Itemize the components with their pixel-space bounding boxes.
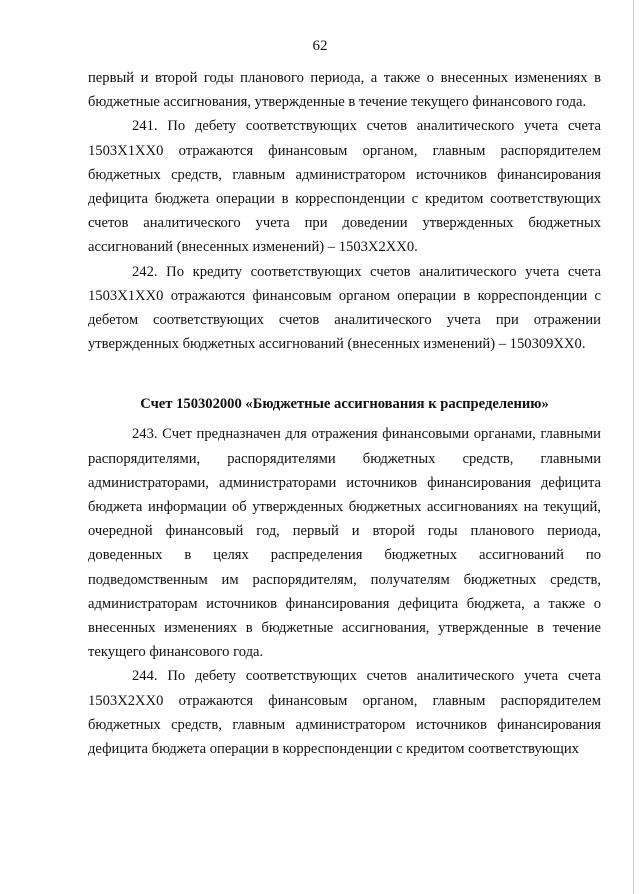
paragraph-243: 243. Счет предназначен для отражения финансовыми органами, главными распорядителями, распорядителями бюджетных средств, главными администраторами, администраторами источников финансирования дефицита бюджета информации об утвержденных бюджетных ассигнованиях на текущий, очередной финансовый год, первый и второй годы планового периода, доведенных в целях распределения бюджетных ассигнований по подведомственным им распорядителям, получателям бюджетных средств, администраторам источников финансирования дефицита бюджета, а также о внесенных изменениях в бюджетные ассигнования, утвержденные в течение текущего финансового года. (88, 426, 601, 661)
paragraph-244: 244. По дебету соответствующих счетов аналитического учета счета 1503X2XX0 отражаются финансовым органом, главным распорядителем бюджетных средств, главным администратором источников финансирования дефицита бюджета операции в корреспонденции с кредитом соответствующих (88, 668, 601, 758)
paragraph-242: 242. По кредиту соответствующих счетов аналитического учета счета 1503X1XX0 отражаются финансовым органом операции в корреспонденции с дебетом соответствующих счетов аналитического учета при отражении утвержденных бюджетных ассигнований (внесенных изменений) – 150309XX0. (88, 263, 601, 353)
paragraph-241: 241. По дебету соответствующих счетов аналитического учета счета 1503X1XX0 отражаются финансовым органом, главным распорядителем бюджетных средств, главным администратором источников финансирования дефицита бюджета операции в корреспонденции с кредитом соответствующих счетов аналитического учета при доведении утвержденных бюджетных ассигнований (внесенных изменений) – 1503X2XX0. (88, 118, 601, 256)
section-heading: Счет 150302000 «Бюджетные ассигнования к распределению» (140, 396, 549, 413)
scan-edge-line (633, 0, 634, 894)
page-body (88, 66, 601, 761)
paragraph-continued: первый и второй годы планового периода, а также о внесенных изменениях в бюджетные ассигнования, утвержденные в течение текущего финансового года. (88, 70, 601, 111)
page-number: 62 (312, 38, 328, 54)
